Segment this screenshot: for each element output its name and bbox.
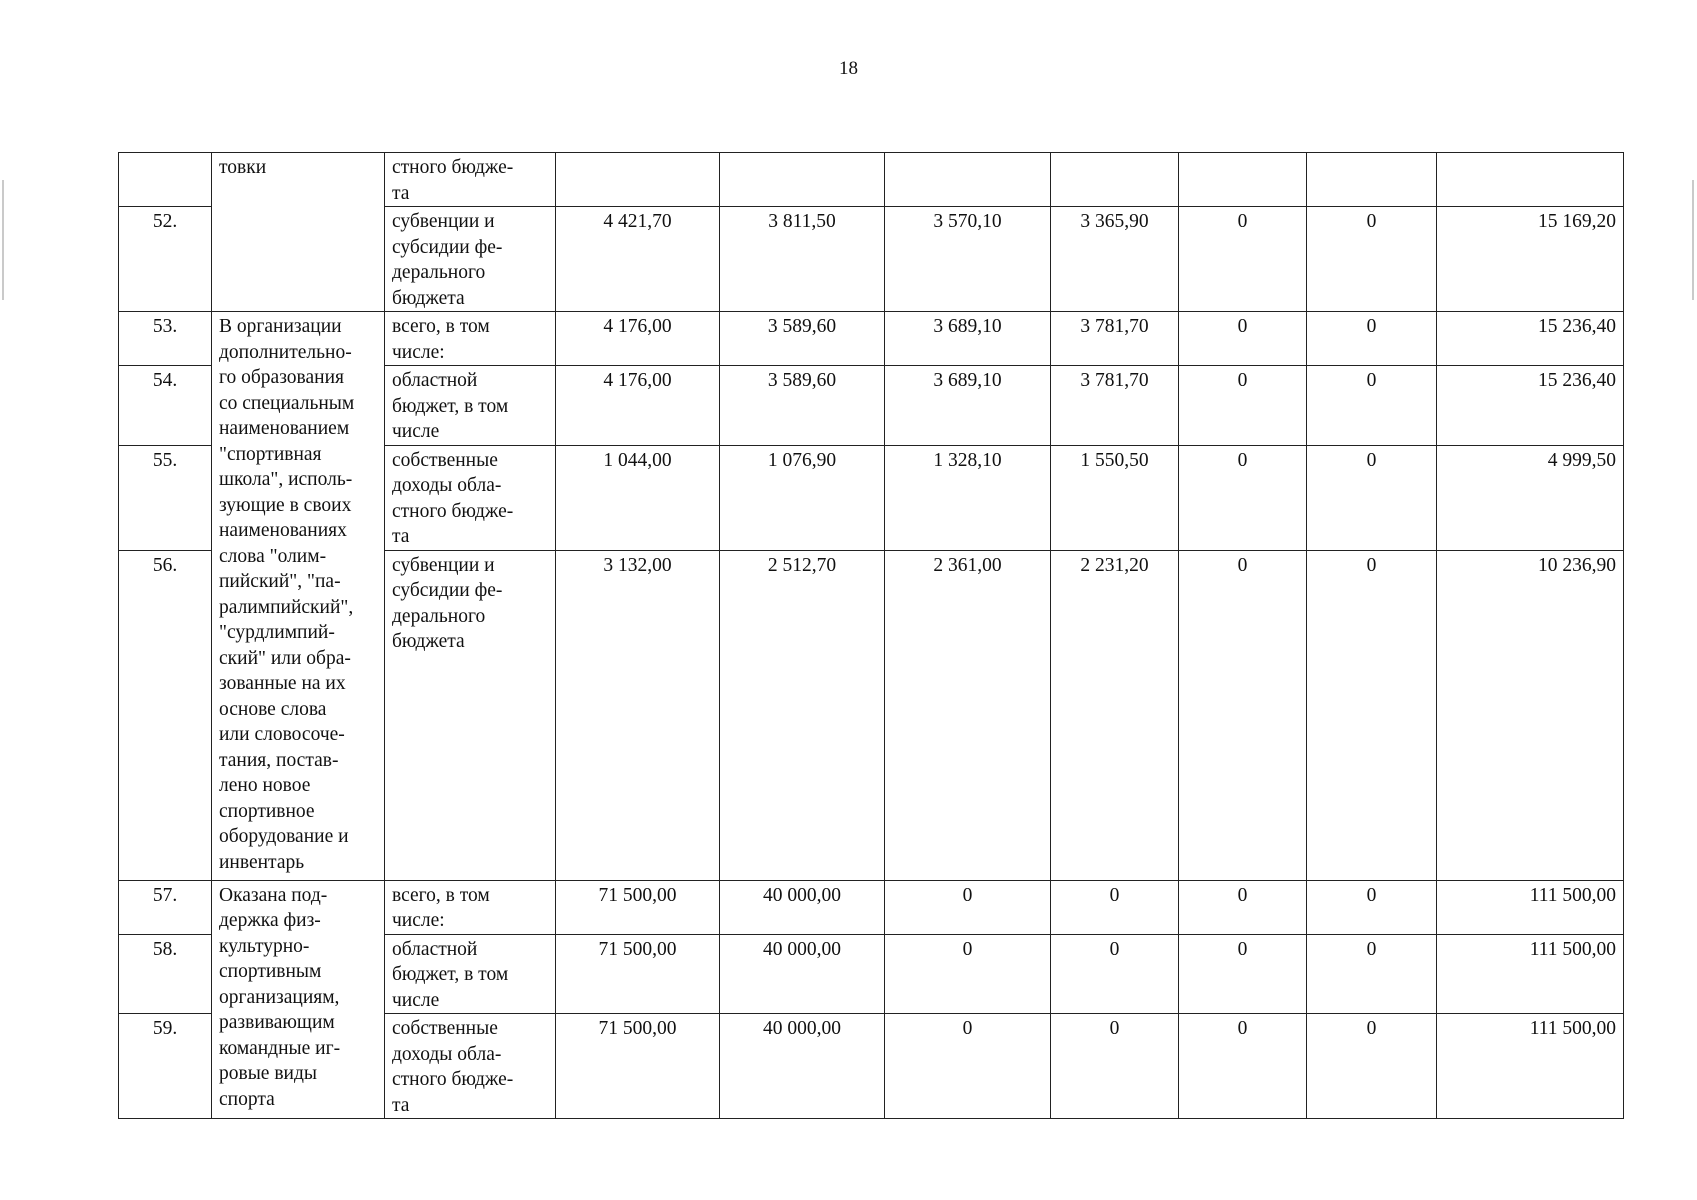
value-cell: 0 (1307, 880, 1437, 934)
scan-mark-right (1692, 180, 1694, 300)
total-cell: 10 236,90 (1437, 550, 1624, 880)
value-cell (1051, 153, 1179, 207)
value-cell: 2 512,70 (720, 550, 885, 880)
value-cell: 3 570,10 (885, 207, 1051, 312)
value-cell: 40 000,00 (720, 880, 885, 934)
value-cell: 40 000,00 (720, 934, 885, 1014)
total-cell: 15 169,20 (1437, 207, 1624, 312)
value-cell: 0 (1307, 366, 1437, 446)
value-cell: 0 (885, 1014, 1051, 1119)
value-cell: 40 000,00 (720, 1014, 885, 1119)
group-prev-tail: товки (212, 153, 385, 312)
value-cell: 0 (1307, 445, 1437, 550)
row-number: 57. (119, 880, 212, 934)
value-cell: 4 176,00 (556, 312, 720, 366)
row-number: 53. (119, 312, 212, 366)
row-number: 59. (119, 1014, 212, 1119)
total-cell: 111 500,00 (1437, 1014, 1624, 1119)
value-cell: 0 (1179, 550, 1307, 880)
row-number: 55. (119, 445, 212, 550)
value-cell: 71 500,00 (556, 880, 720, 934)
value-cell: 3 781,70 (1051, 312, 1179, 366)
value-cell: 0 (1179, 934, 1307, 1014)
value-cell: 0 (1179, 880, 1307, 934)
value-cell: 3 589,60 (720, 366, 885, 446)
value-cell (1307, 153, 1437, 207)
funding-source: областной бюджет, в том числе (385, 366, 556, 446)
total-cell: 15 236,40 (1437, 312, 1624, 366)
total-cell (1437, 153, 1624, 207)
value-cell: 0 (1307, 312, 1437, 366)
scan-mark-left (2, 180, 4, 300)
value-cell (720, 153, 885, 207)
funding-source: субвенции и субсидии фе- дерального бюджета (385, 207, 556, 312)
value-cell: 4 421,70 (556, 207, 720, 312)
value-cell: 1 328,10 (885, 445, 1051, 550)
total-cell: 15 236,40 (1437, 366, 1624, 446)
row-number: 52. (119, 207, 212, 312)
total-cell: 111 500,00 (1437, 934, 1624, 1014)
funding-source: собственные доходы обла- стного бюдже- та (385, 445, 556, 550)
value-cell (1179, 153, 1307, 207)
value-cell: 3 132,00 (556, 550, 720, 880)
value-cell: 0 (1307, 1014, 1437, 1119)
value-cell: 0 (1051, 1014, 1179, 1119)
value-cell: 0 (1051, 934, 1179, 1014)
value-cell: 0 (885, 880, 1051, 934)
value-cell: 2 361,00 (885, 550, 1051, 880)
value-cell: 2 231,20 (1051, 550, 1179, 880)
value-cell: 1 044,00 (556, 445, 720, 550)
value-cell: 0 (1307, 207, 1437, 312)
funding-source: стного бюдже- та (385, 153, 556, 207)
value-cell: 0 (1051, 880, 1179, 934)
value-cell: 0 (1179, 207, 1307, 312)
value-cell: 0 (1307, 934, 1437, 1014)
total-cell: 4 999,50 (1437, 445, 1624, 550)
value-cell: 71 500,00 (556, 1014, 720, 1119)
funding-source: всего, в том числе: (385, 880, 556, 934)
group-sport-schools: В организации дополнительно- го образования со специальным наименованием "спортивная школа", исполь- зующие в своих наименованиях слова "олим- пийский", "па- ралимпийский", "сурдлимпий- ский" или обра- зованные на их основе слова или словосоче- тания, постав- лено новое спортивное оборудование и инвентарь (212, 312, 385, 881)
value-cell: 3 689,10 (885, 312, 1051, 366)
value-cell (885, 153, 1051, 207)
value-cell: 0 (885, 934, 1051, 1014)
funding-source: всего, в том числе: (385, 312, 556, 366)
row-number: 58. (119, 934, 212, 1014)
budget-table (118, 152, 1624, 1119)
value-cell: 0 (1179, 312, 1307, 366)
row-number (119, 153, 212, 207)
table-row (119, 153, 1624, 207)
value-cell: 1 550,50 (1051, 445, 1179, 550)
row-number: 54. (119, 366, 212, 446)
value-cell: 0 (1179, 445, 1307, 550)
group-team-sports: Оказана под- держка физ- культурно- спортивным организациям, развивающим командные иг- ровые виды спорта (212, 880, 385, 1119)
value-cell: 4 176,00 (556, 366, 720, 446)
funding-source: собственные доходы обла- стного бюдже- та (385, 1014, 556, 1119)
table-row (119, 880, 1624, 934)
value-cell: 1 076,90 (720, 445, 885, 550)
value-cell: 71 500,00 (556, 934, 720, 1014)
funding-source: областной бюджет, в том числе (385, 934, 556, 1014)
funding-source: субвенции и субсидии фе- дерального бюджета (385, 550, 556, 880)
value-cell: 0 (1179, 366, 1307, 446)
value-cell: 3 811,50 (720, 207, 885, 312)
row-number: 56. (119, 550, 212, 880)
page-number: 18 (839, 58, 858, 79)
value-cell: 0 (1179, 1014, 1307, 1119)
value-cell: 3 589,60 (720, 312, 885, 366)
value-cell (556, 153, 720, 207)
value-cell: 3 689,10 (885, 366, 1051, 446)
value-cell: 0 (1307, 550, 1437, 880)
value-cell: 3 781,70 (1051, 366, 1179, 446)
value-cell: 3 365,90 (1051, 207, 1179, 312)
table-row (119, 312, 1624, 366)
total-cell: 111 500,00 (1437, 880, 1624, 934)
